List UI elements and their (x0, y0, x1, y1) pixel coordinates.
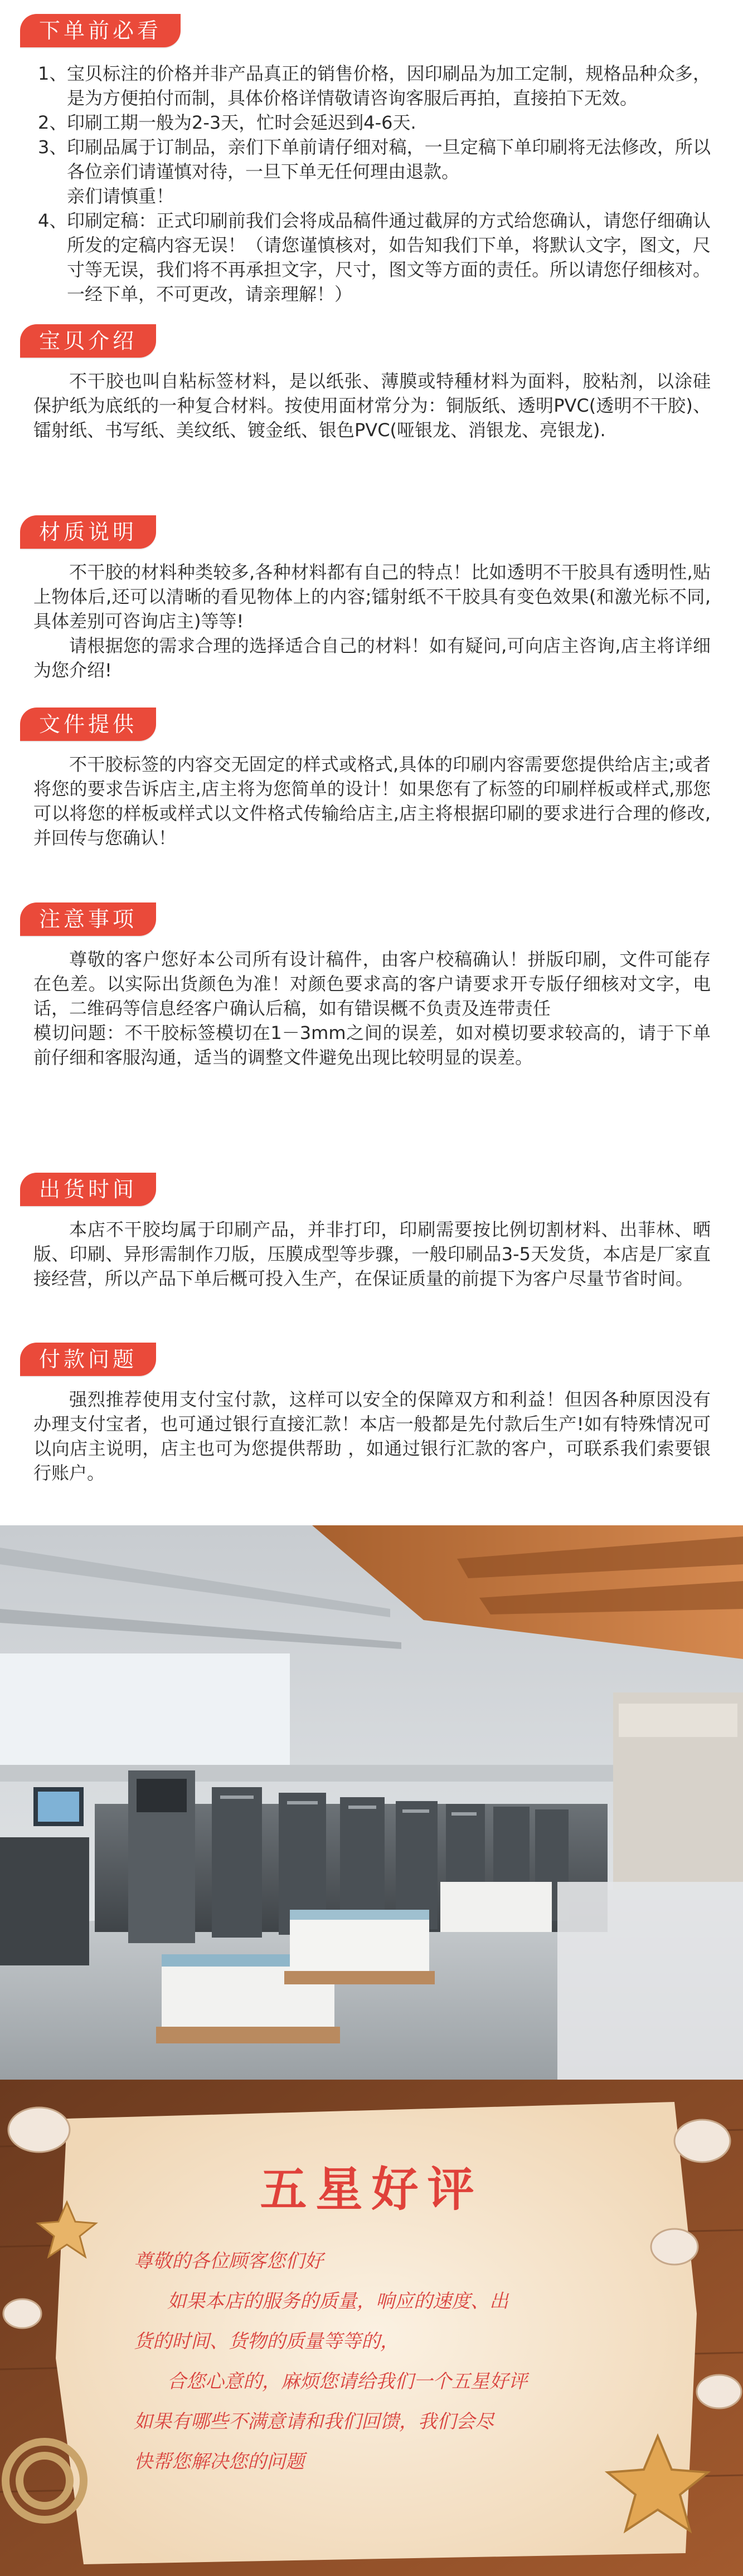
section-body (33, 1217, 711, 1291)
list-item: 1、 宝贝标注的价格并非产品真正的销售价格，因印刷品为加工定制，规格品种众多，是为方便拍付而制，具体价格详情敬请咨询客服后再拍，直接拍下无效。 (38, 63, 711, 109)
paragraph: 尊敬的客户您好本公司所有设计稿件，由客户校稿确认！拼版印刷，文件可能存在色差。以实际出货颜色为准！对颜色要求高的客户请要求开专版仔细核对文字，电话，二维码等信息经客户确认后稿，如有错误概不负责及连带责任 (33, 949, 711, 1019)
list-item: 2、 印刷工期一般为2-3天，忙时会延迟到4-6天. (38, 112, 416, 133)
list-item: 3、 印刷品属于订制品，亲们下单前请仔细对稿，一旦定稿下单印刷将无法修改，所以各位亲们请谨慎对待，一旦下单无任何理由退款。 (38, 136, 711, 182)
section-body (33, 752, 711, 850)
section-tag: 下单前必看 (20, 14, 181, 47)
review-line: 合您心意的，麻烦您请给我们一个五星好评 (167, 2370, 527, 2393)
review-line: 尊敬的各位顾客您们好 (134, 2250, 323, 2272)
review-line: 如果有哪些不满意请和我们回馈，我们会尽 (134, 2411, 494, 2433)
paragraph: 不干胶标签的内容交无固定的样式或格式,具体的印刷内容需要您提供给店主;或者将您的要求告诉店主,店主将为您简单的设计！如果您有了标签的印刷样板或样式,那您可以将您的样板或样式以文件格式传输给店主,店主将根据印刷的要求进行合理的修改,并回传与您确认！ (33, 754, 711, 848)
review-title: 五星好评 (260, 2162, 483, 2217)
section-tag: 宝贝介绍 (20, 324, 156, 358)
review-message (134, 2241, 635, 2482)
section-body (33, 947, 711, 1070)
paragraph: 请根据您的需求合理的选择适合自己的材料！如有疑问,可向店主咨询,店主将详细为您介绍! (33, 635, 711, 681)
review-line: 快帮您解决您的问题 (134, 2451, 304, 2473)
paragraph: 不干胶也叫自粘标签材料，是以纸张、薄膜或特種材料为面料，胶粘剂，以涂硅保护纸为底纸的一种复合材料。按使用面材常分为：铜版纸、透明PVC(透明不干胶)、镭射纸、书写纸、美纹纸、镀金纸、银色PVC(哑银龙、消银龙、亮银龙). (33, 370, 711, 441)
section-tag: 注意事项 (20, 902, 156, 936)
review-line: 货的时间、货物的质量等等的， (134, 2330, 399, 2353)
paragraph: 不干胶的材料种类较多,各种材料都有自己的特点！比如透明不干胶具有透明性,贴上物体后,还可以清晰的看见物体上的内容;镭射纸不干胶具有变色效果(和激光标不同,具体差别可咨询店主)等等! (33, 562, 711, 632)
paragraph: 强烈推荐使用支付宝付款，这样可以安全的保障双方和利益！但因各种原因没有办理支付宝者，也可通过银行直接汇款！本店一般都是先付款后生产!如有特殊情况可以向店主说明，店主也可为您提供帮助 ，如通过银行汇款的客户，可联系我们索要银行账户。 (33, 1389, 711, 1484)
printing-press-illustration (0, 1525, 743, 2080)
review-card (0, 2080, 743, 2576)
notice-list (33, 61, 711, 306)
printing-factory-photo (0, 1525, 743, 2080)
paragraph: 本店不干胶均属于印刷产品，并非打印，印刷需要按比例切割材料、出菲林、晒版、印刷、异形需制作刀版，压膜成型等步骤，一般印刷品3-5天发货，本店是厂家直接经营，所以产品下单后概可投入生产，在保证质量的前提下为客户尽量节省时间。 (33, 1219, 711, 1289)
review-line: 如果本店的服务的质量，响应的速度、出 (167, 2290, 508, 2312)
list-item: 亲们请慎重！ (67, 186, 174, 207)
section-tag: 文件提供 (20, 708, 156, 741)
section-tag: 出货时间 (20, 1173, 156, 1206)
section-body (33, 560, 711, 682)
list-item: 4、 印刷定稿：正式印刷前我们会将成品稿件通过截屏的方式给您确认，请您仔细确认所发的定稿内容无误！（请您谨慎核对，如告知我们下单，将默认文字，图文，尺寸等无误，我们将不再承担文字，尺寸，图文等方面的责任。所以请您仔细核对。一经下单，不可更改，请亲理解！） (38, 210, 711, 305)
section-body (33, 61, 711, 306)
section-body (33, 1387, 711, 1485)
paragraph: 模切问题：不干胶标签模切在1－3mm之间的误差，如对模切要求较高的，请于下单前仔细和客服沟通，适当的调整文件避免出现比较明显的误差。 (33, 1022, 711, 1068)
section-tag: 材质说明 (20, 515, 156, 549)
section-body (33, 369, 711, 442)
section-tag: 付款问题 (20, 1343, 156, 1376)
